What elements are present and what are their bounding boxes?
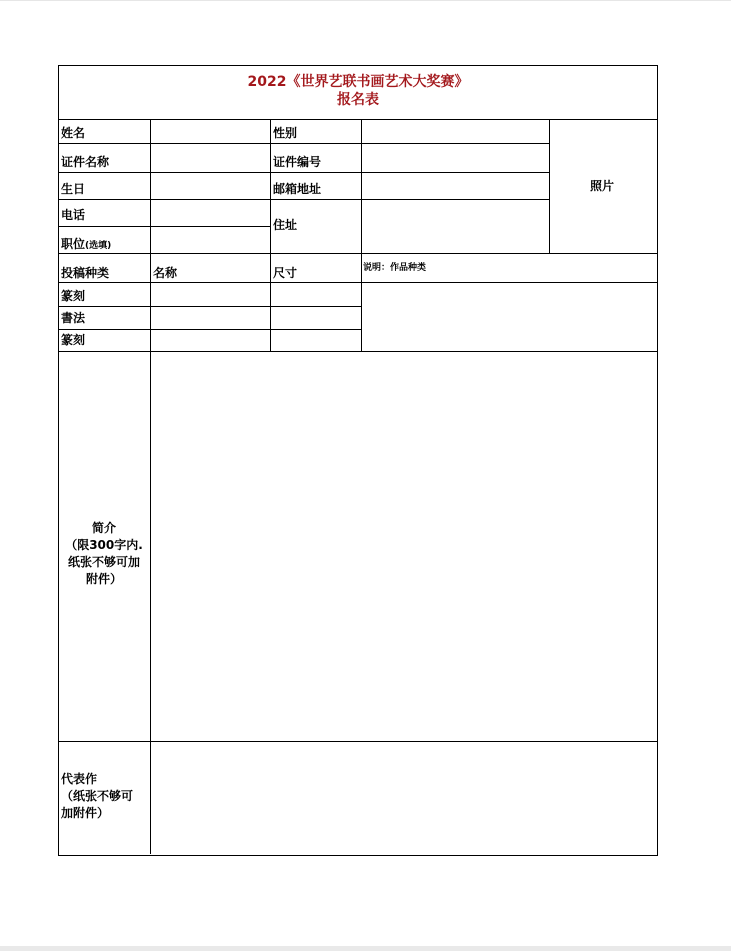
page-top-edge xyxy=(0,0,731,1)
label-rep-line2: 加附件） xyxy=(61,806,110,820)
page-bottom-edge xyxy=(0,946,731,951)
label-bio-line3: 附件） xyxy=(85,572,122,586)
rule-col3 xyxy=(361,119,362,351)
rule-row2 xyxy=(58,172,549,173)
label-bio-line1: （限300字内. xyxy=(65,538,143,552)
rule-row9 xyxy=(58,351,658,352)
form-title-line1: 2022《世界艺联书画艺术大奖赛》 xyxy=(247,74,469,90)
label-position-text: 职位 xyxy=(61,237,86,251)
rule-row7 xyxy=(58,306,361,307)
form-title xyxy=(58,73,658,109)
label-note: 说明：作品种类 xyxy=(363,263,427,273)
label-gender: 性别 xyxy=(273,126,298,140)
label-birthday: 生日 xyxy=(61,182,86,196)
label-rep-title: 代表作 xyxy=(61,772,98,786)
rule-row10 xyxy=(58,741,658,742)
rule-col1 xyxy=(150,119,151,854)
label-size: 尺寸 xyxy=(273,266,298,280)
rule-row8 xyxy=(58,329,361,330)
form-title-line2: 报名表 xyxy=(337,92,379,108)
rule-title-bottom xyxy=(58,119,658,120)
label-id-type: 证件名称 xyxy=(61,155,110,169)
label-bio-title: 简介 xyxy=(91,521,116,535)
label-position xyxy=(61,237,111,253)
label-address: 住址 xyxy=(273,218,298,232)
label-bio xyxy=(58,520,150,588)
label-phone: 电话 xyxy=(61,208,86,222)
rule-row4 xyxy=(58,226,270,227)
label-category: 投稿种类 xyxy=(61,266,110,280)
label-position-optional: (选填) xyxy=(85,241,112,251)
rule-row5 xyxy=(58,253,658,254)
rule-row3 xyxy=(58,199,549,200)
rule-col2 xyxy=(270,119,271,351)
label-seal-carving-1: 篆刻 xyxy=(61,289,86,303)
rule-row6 xyxy=(58,282,658,283)
label-representative-works xyxy=(61,771,149,822)
label-rep-line1: （纸张不够可 xyxy=(61,789,134,803)
registration-form xyxy=(58,65,658,856)
label-bio-line2: 纸张不够可加 xyxy=(67,555,140,569)
label-calligraphy: 書法 xyxy=(61,311,86,325)
label-photo: 照片 xyxy=(590,179,615,193)
label-email: 邮箱地址 xyxy=(273,182,322,196)
label-id-number: 证件编号 xyxy=(273,155,322,169)
form-border xyxy=(58,65,658,856)
label-name: 姓名 xyxy=(61,126,86,140)
label-work-name: 名称 xyxy=(153,266,178,280)
rule-col4 xyxy=(549,119,550,253)
label-seal-carving-2: 篆刻 xyxy=(61,333,86,347)
rule-row1 xyxy=(58,143,549,144)
